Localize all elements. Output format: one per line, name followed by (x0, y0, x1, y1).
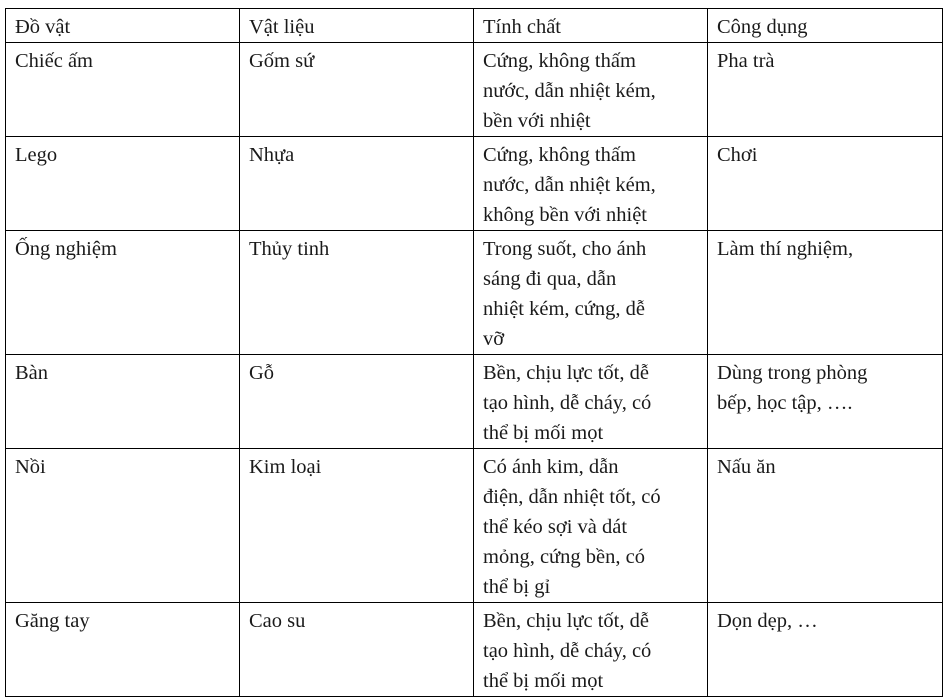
cell-object: Găng tay (6, 603, 240, 697)
cell-material: Gỗ (240, 355, 474, 449)
cell-usage: Làm thí nghiệm, (708, 231, 943, 355)
cell-object: Bàn (6, 355, 240, 449)
table-row (6, 137, 943, 231)
cell-object: Chiếc ấm (6, 43, 240, 137)
materials-table (5, 8, 943, 697)
table-row (6, 603, 943, 697)
cell-material: Gốm sứ (240, 43, 474, 137)
cell-material: Thủy tinh (240, 231, 474, 355)
cell-usage: Dọn dẹp, … (708, 603, 943, 697)
cell-material: Nhựa (240, 137, 474, 231)
header-cell-usage: Công dụng (708, 9, 943, 43)
cell-property: Bền, chịu lực tốt, dễ tạo hình, dễ cháy, có thể bị mối mọt (474, 355, 708, 449)
table-row (6, 449, 943, 603)
cell-usage: Nấu ăn (708, 449, 943, 603)
table-row (6, 355, 943, 449)
cell-property: Bền, chịu lực tốt, dễ tạo hình, dễ cháy, có thể bị mối mọt (474, 603, 708, 697)
cell-usage: Pha trà (708, 43, 943, 137)
cell-property: Trong suốt, cho ánh sáng đi qua, dẫn nhiệt kém, cứng, dễ vỡ (474, 231, 708, 355)
cell-property: Cứng, không thấm nước, dẫn nhiệt kém, không bền với nhiệt (474, 137, 708, 231)
table-row (6, 231, 943, 355)
cell-usage: Chơi (708, 137, 943, 231)
table-row (6, 43, 943, 137)
cell-material: Cao su (240, 603, 474, 697)
header-cell-material: Vật liệu (240, 9, 474, 43)
cell-property: Cứng, không thấm nước, dẫn nhiệt kém, bền với nhiệt (474, 43, 708, 137)
header-cell-object: Đồ vật (6, 9, 240, 43)
cell-property: Có ánh kim, dẫn điện, dẫn nhiệt tốt, có thể kéo sợi và dát mỏng, cứng bền, có thể bị gỉ (474, 449, 708, 603)
cell-usage: Dùng trong phòng bếp, học tập, …. (708, 355, 943, 449)
header-cell-property: Tính chất (474, 9, 708, 43)
cell-object: Ống nghiệm (6, 231, 240, 355)
table-header-row (6, 9, 943, 43)
cell-material: Kim loại (240, 449, 474, 603)
cell-object: Lego (6, 137, 240, 231)
cell-object: Nồi (6, 449, 240, 603)
